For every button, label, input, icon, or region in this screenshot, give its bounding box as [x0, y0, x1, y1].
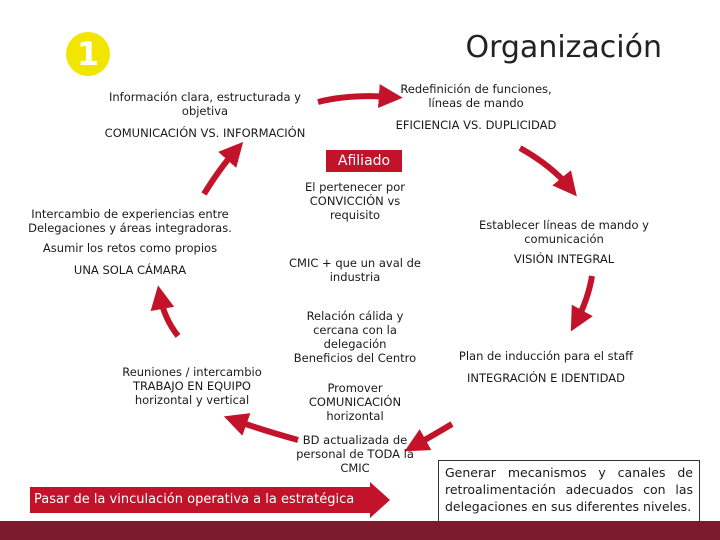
- center-item-2-line-2: industria: [329, 270, 381, 284]
- arrow-right: [576, 276, 592, 322]
- center-item: [280, 180, 430, 222]
- feedback-box: Generar mecanismos y canales de retroalimentación adecuados con las delegaciones en sus diferentes niveles.: [438, 460, 700, 522]
- arrow-top-left: [204, 150, 236, 194]
- top-right-line-2: líneas de mando: [428, 96, 524, 110]
- center-item-5-line-2: personal de TODA la: [296, 447, 414, 461]
- right-text: [474, 218, 654, 266]
- left-line-4: UNA SOLA CÁMARA: [73, 263, 187, 277]
- number-badge: 1: [66, 32, 110, 76]
- banner-text: Pasar de la vinculación operativa a la estratégica: [34, 492, 355, 507]
- center-item-3-line-3: delegación: [323, 337, 387, 351]
- top-left-line-1: Información clara, estructurada y: [109, 90, 301, 104]
- right-line-2: comunicación: [524, 232, 604, 246]
- bottom-left-line-3: horizontal y vertical: [134, 393, 250, 407]
- center-item-1-line-3: requisito: [329, 208, 381, 222]
- center-item: [284, 433, 426, 475]
- center-item-5-line-1: BD actualizada de: [302, 433, 408, 447]
- center-item: [280, 256, 430, 284]
- arrow-left: [160, 296, 178, 336]
- top-right-text: [388, 82, 564, 132]
- center-item: [290, 381, 420, 423]
- top-right-line-3: EFICIENCIA VS. DUPLICIDAD: [395, 118, 557, 132]
- center-item-1-line-2: CONVICCIÓN vs: [309, 194, 401, 208]
- right-line-3: VISIÓN INTEGRAL: [513, 252, 615, 266]
- center-item-4-line-1: Promover: [327, 381, 383, 395]
- top-left-text: [92, 90, 318, 140]
- center-item-3-line-1: Relación cálida y: [306, 309, 404, 323]
- right-line-1: Establecer líneas de mando y: [479, 218, 649, 232]
- left-line-1: Intercambio de experiencias entre: [31, 207, 229, 221]
- center-item-5-line-3: CMIC: [340, 461, 370, 475]
- slide-title: Organización: [465, 30, 662, 65]
- left-line-2: Delegaciones y áreas integradoras.: [28, 221, 232, 235]
- bottom-right-line-1: Plan de inducción para el staff: [458, 349, 634, 363]
- center-label: Afiliado: [326, 150, 402, 172]
- top-left-line-3: COMUNICACIÓN VS. INFORMACIÓN: [104, 126, 306, 140]
- bottom-left-line-1: Reuniones / intercambio: [122, 365, 262, 379]
- left-text: [28, 207, 232, 277]
- arrow-top-right: [520, 148, 570, 188]
- left-line-3: Asumir los retos como propios: [42, 241, 218, 255]
- top-right-line-1: Redefinición de funciones,: [400, 82, 552, 96]
- bottom-left-text: [114, 365, 270, 407]
- top-left-line-2: objetiva: [181, 104, 229, 118]
- arrow-top: [318, 96, 392, 102]
- bottom-right-line-2: INTEGRACIÓN E IDENTIDAD: [467, 371, 625, 385]
- center-item-4-line-3: horizontal: [326, 409, 384, 423]
- center-item-3-line-4: Beneficios del Centro: [293, 351, 417, 365]
- center-item: [282, 309, 428, 365]
- footer-bar: [0, 521, 720, 540]
- bottom-left-line-2: TRABAJO EN EQUIPO: [133, 379, 251, 393]
- center-item-4-line-2: COMUNICACIÓN: [308, 395, 402, 409]
- center-item-2-line-1: CMIC + que un aval de: [289, 256, 421, 270]
- center-item-3-line-2: cercana con la: [313, 323, 397, 337]
- bottom-right-text: [448, 349, 644, 385]
- center-item-1-line-1: El pertenecer por: [304, 180, 405, 194]
